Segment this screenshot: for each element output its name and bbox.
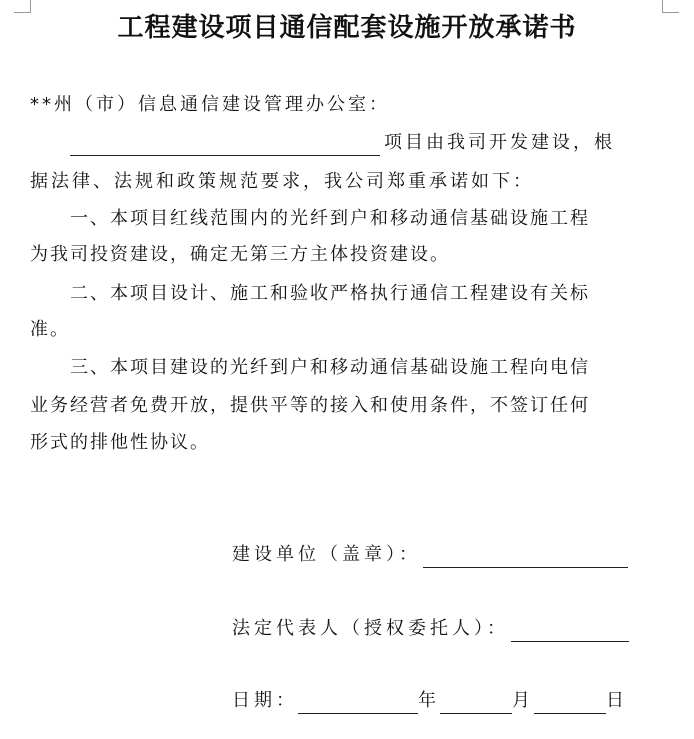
day-blank[interactable] bbox=[534, 693, 606, 714]
clause3-line2: 业务经营者免费开放，提供平等的接入和使用条件，不签订任何 bbox=[30, 395, 590, 416]
representative-label: 法定代表人（授权委托人）： bbox=[232, 618, 509, 639]
clause1-line2: 为我司投资建设，确定无第三方主体投资建设。 bbox=[30, 244, 450, 265]
date-label: 日期： bbox=[232, 690, 298, 711]
clause2-line1: 二、本项目设计、施工和验收严格执行通信工程建设有关标 bbox=[70, 283, 590, 304]
clause1-line1: 一、本项目红线范围内的光纤到户和移动通信基础设施工程 bbox=[70, 208, 590, 229]
signature-representative-row bbox=[232, 616, 629, 642]
month-blank[interactable] bbox=[440, 693, 512, 714]
clause3-line1: 三、本项目建设的光纤到户和移动通信基础设施工程向电信 bbox=[70, 357, 590, 378]
clause2-line2: 准。 bbox=[30, 319, 70, 340]
year-label: 年 bbox=[418, 690, 440, 711]
intro-line1-text: 项目由我司开发建设，根 bbox=[384, 132, 615, 153]
project-name-blank[interactable] bbox=[70, 135, 380, 156]
project-name-line bbox=[70, 130, 615, 156]
year-blank[interactable] bbox=[298, 693, 418, 714]
document-title: 工程建设项目通信配套设施开放承诺书 bbox=[117, 13, 577, 43]
day-label: 日 bbox=[606, 690, 628, 711]
clause3-line3: 形式的排他性协议。 bbox=[30, 432, 210, 453]
month-label: 月 bbox=[512, 690, 534, 711]
signature-date-row bbox=[232, 688, 628, 714]
intro-line2: 据法律、法规和政策规范要求，我公司郑重承诺如下： bbox=[30, 171, 534, 192]
unit-label: 建设单位（盖章）： bbox=[232, 544, 421, 565]
representative-blank[interactable] bbox=[511, 621, 629, 642]
recipient-line: **州（市）信息通信建设管理办公室： bbox=[30, 94, 390, 115]
signature-unit-row bbox=[232, 542, 628, 568]
unit-blank[interactable] bbox=[423, 547, 628, 568]
